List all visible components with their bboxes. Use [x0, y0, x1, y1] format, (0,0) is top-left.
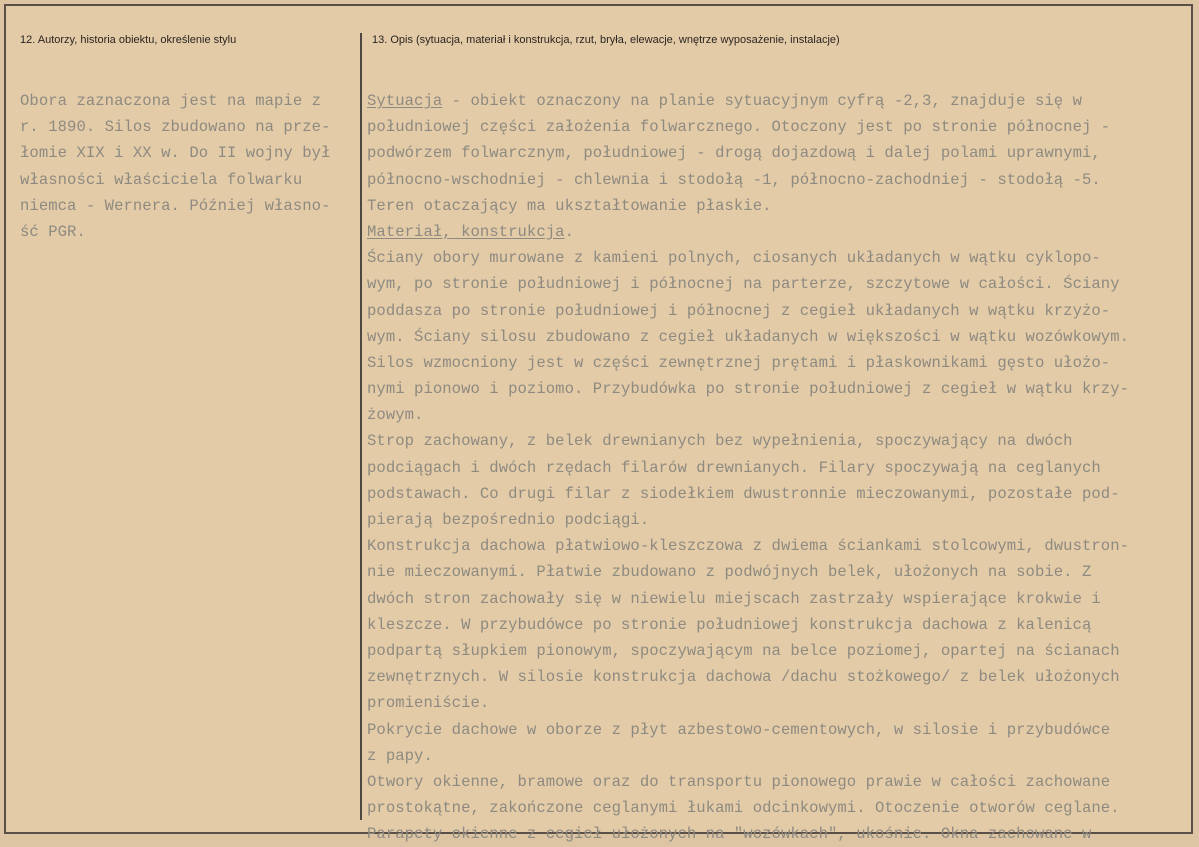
description-line-text: wym. Ściany silosu zbudowano z cegieł układanych w większości w wątku wozówkowym. — [367, 327, 1130, 346]
description-line — [367, 140, 1129, 166]
description-line — [367, 664, 1129, 690]
description-line-text: Silos wzmocniony jest w części zewnętrznej prętami i płaskownikami gęsto ułożo- — [367, 353, 1111, 372]
description-line-text: Ściany obory murowane z kamieni polnych, ciosanych układanych w wątku cyklopo- — [367, 249, 1101, 268]
description-line-text: podstawach. Co drugi filar z siodełkiem dwustronnie mieczowanymi, pozostałe pod- — [367, 484, 1120, 503]
description-line-text: pierają bezpośrednio podciągi. — [367, 511, 650, 529]
description-line — [367, 114, 1129, 140]
history-text-block — [20, 88, 330, 245]
column-divider — [360, 33, 362, 820]
description-line-text: . — [564, 222, 574, 241]
description-line — [367, 350, 1129, 376]
description-line-text: nymi pionowo i poziomo. Przybudówka po stronie południowej z cegieł w wątku krzy- — [367, 380, 1130, 399]
description-line-text: podpartą słupkiem pionowym, spoczywającym na belce poziomej, opartej na ścianach — [367, 641, 1120, 660]
description-line-text: podwórzem folwarcznym, południowej - drogą dojazdową i dalej polami uprawnymi, — [367, 144, 1101, 163]
description-line-text: prostokątne, zakończone ceglanymi łukami odcinkowymi. Otoczenie otworów ceglane. — [367, 799, 1120, 818]
description-line-text: nie mieczowanymi. Płatwie zbudowano z podwójnych belek, ułożonych na sobie. Z — [367, 563, 1092, 582]
history-line: Obora zaznaczona jest na mapie z — [20, 92, 322, 110]
description-line — [367, 795, 1129, 821]
description-line-text: wym, po stronie południowej i północnej na parterze, szczytowe w całości. Ściany — [367, 275, 1120, 294]
description-line — [367, 612, 1129, 638]
description-line-text: dwóch stron zachowały się w niewielu miejscach zastrzały wspierające krokwie i — [367, 589, 1101, 608]
description-line-text: Konstrukcja dachowa płatwiowo-kleszczowa z dwiema ściankami stolcowymi, dwustron- — [367, 537, 1130, 556]
description-line — [367, 167, 1129, 193]
description-line — [367, 690, 1129, 716]
description-line — [367, 245, 1129, 271]
description-line — [367, 743, 1129, 769]
description-line-text: Pokrycie dachowe w oborze z płyt azbestowo-cementowych, w silosie i przybudówce — [367, 720, 1111, 739]
description-line — [367, 638, 1129, 664]
description-line-text: kleszcze. W przybudówce po stronie południowej konstrukcja dachowa z kalenicą — [367, 615, 1092, 634]
description-line-text: południowej części założenia folwarcznego. Otoczony jest po stronie północnej - — [367, 118, 1111, 137]
description-line — [367, 402, 1129, 428]
description-line-text: zewnętrznych. W silosie konstrukcja dachowa /dachu stożkowego/ z belek ułożonych — [367, 668, 1120, 687]
description-line — [367, 821, 1129, 847]
description-line — [367, 88, 1129, 114]
history-line: własności właściciela folwarku — [20, 170, 303, 189]
description-line — [367, 586, 1129, 612]
history-line: ść PGR. — [20, 222, 86, 241]
description-line — [367, 481, 1129, 507]
section-heading: Sytuacja — [367, 92, 443, 110]
history-line: r. 1890. Silos zbudowano na prze- — [20, 118, 331, 137]
left-column-header: 12. Autorzy, historia obiektu, określenie stylu — [20, 34, 237, 46]
description-line — [367, 507, 1129, 533]
description-line — [367, 193, 1129, 219]
description-text-block — [367, 88, 1129, 847]
description-line — [367, 769, 1129, 795]
section-heading: Materiał, konstrukcja — [367, 222, 565, 241]
description-line-text: - obiekt oznaczony na planie sytuacyjnym cyfrą -2,3, znajduje się w — [442, 92, 1082, 110]
description-line-text: żowym. — [367, 406, 424, 425]
description-line-text: Otwory okienne, bramowe oraz do transportu pionowego prawie w całości zachowane — [367, 772, 1111, 791]
description-line-text: Parapety okienne z cegieł ułożonych na "wozówkach", ukośnie. Okna zachowane w — [367, 825, 1092, 844]
description-line — [367, 376, 1129, 402]
history-line: niemca - Wernera. Później własno- — [20, 196, 331, 215]
description-line-text: z papy. — [367, 746, 433, 765]
description-line — [367, 559, 1129, 585]
history-line: łomie XIX i XX w. Do II wojny był — [20, 144, 331, 163]
description-line — [367, 533, 1129, 559]
description-line — [367, 219, 1129, 245]
description-line — [367, 717, 1129, 743]
description-line-text: Teren otaczający ma ukształtowanie płaskie. — [367, 196, 772, 215]
description-line-text: podciągach i dwóch rzędach filarów drewnianych. Filary spoczywają na ceglanych — [367, 458, 1101, 477]
description-line — [367, 324, 1129, 350]
description-line-text: północno-wschodniej - chlewnia i stodołą -1, północno-zachodniej - stodołą -5. — [367, 170, 1101, 189]
description-line — [367, 298, 1129, 324]
description-line — [367, 455, 1129, 481]
description-line-text: poddasza po stronie południowej i północnej z cegieł układanych w wątku krzyżo- — [367, 301, 1111, 320]
description-line-text: promieniście. — [367, 694, 490, 713]
description-line — [367, 428, 1129, 454]
description-line — [367, 271, 1129, 297]
right-column-header: 13. Opis (sytuacja, materiał i konstrukcja, rzut, bryła, elewacje, wnętrze wyposażenie, instalacje) — [372, 34, 840, 46]
description-line-text: Strop zachowany, z belek drewnianych bez wypełnienia, spoczywający na dwóch — [367, 432, 1073, 451]
